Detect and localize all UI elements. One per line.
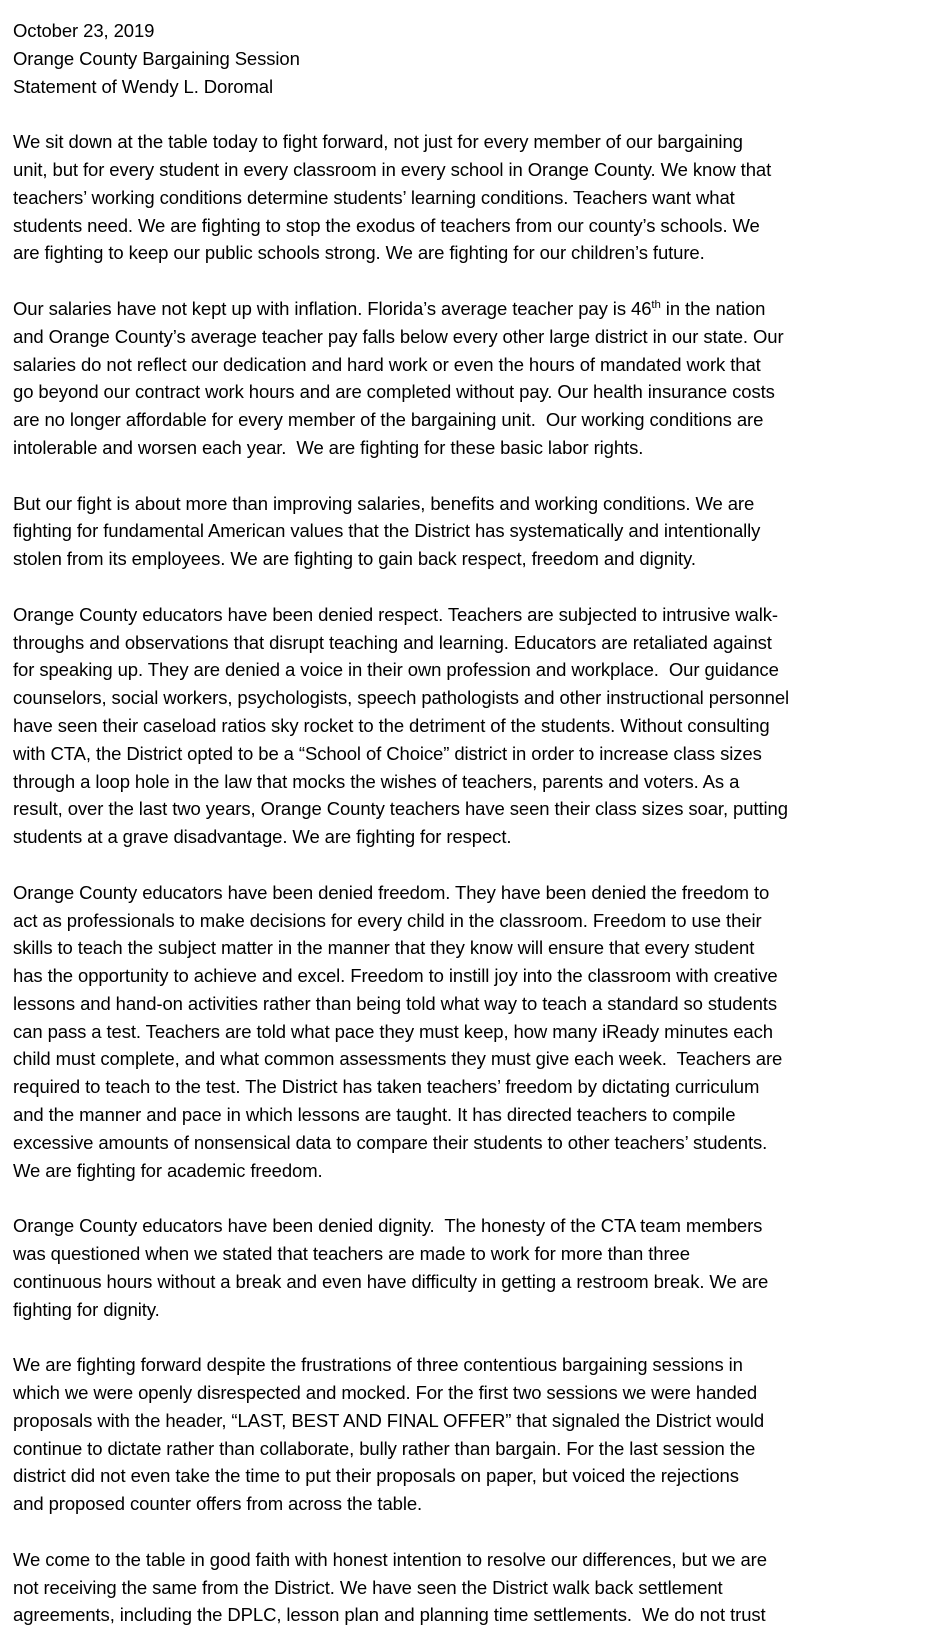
text-line: skills to teach the subject matter in the manner that they know will ensure that every student	[13, 937, 755, 959]
text-line: intolerable and worsen each year. We are fighting for these basic labor rights.	[13, 436, 644, 458]
paragraph	[13, 879, 928, 1185]
text-line: Orange County educators have been denied freedom. They have been denied the freedom to	[13, 881, 770, 903]
text-line: act as professionals to make decisions for every child in the classroom. Freedom to use their	[13, 909, 762, 931]
text-line: and proposed counter offers from across the table.	[13, 1493, 423, 1515]
text-line: We sit down at the table today to fight forward, not just for every member of our bargaining	[13, 131, 743, 153]
text-line: agreements, including the DPLC, lesson plan and planning time settlements. We do not trust	[13, 1604, 766, 1626]
text-line: child must complete, and what common assessments they must give each week. Teachers are	[13, 1048, 783, 1070]
text-line: excessive amounts of nonsensical data to compare their students to other teachers’ students.	[13, 1131, 768, 1153]
text-line: are no longer affordable for every member of the bargaining unit. Our working conditions are	[13, 409, 764, 431]
text-line: go beyond our contract work hours and are completed without pay. Our health insurance costs	[13, 381, 775, 403]
text-line: district did not even take the time to put their proposals on paper, but voiced the rejections	[13, 1465, 739, 1487]
paragraph	[13, 601, 928, 851]
paragraph	[13, 295, 928, 462]
text-line: proposals with the header, “LAST, BEST AND FINAL OFFER” that signaled the District would	[13, 1409, 765, 1431]
document-header	[13, 17, 928, 100]
text-line: October 23, 2019	[13, 20, 155, 41]
text-line: was questioned when we stated that teachers are made to work for more than three	[13, 1243, 690, 1265]
text-line: through a loop hole in the law that mocks the wishes of teachers, parents and voters. As a	[13, 770, 740, 792]
paragraph	[13, 128, 928, 267]
text-line: have seen their caseload ratios sky rocket to the detriment of the students. Without consulting	[13, 714, 770, 736]
text-line: which we were openly disrespected and mocked. For the first two sessions we were handed	[13, 1382, 758, 1404]
text-line: But our fight is about more than improving salaries, benefits and working conditions. We are	[13, 492, 755, 514]
text-line: and the manner and pace in which lessons are taught. It has directed teachers to compile	[13, 1104, 736, 1126]
text-line: throughs and observations that disrupt teaching and learning. Educators are retaliated against	[13, 631, 772, 653]
text-line: Orange County educators have been denied respect. Teachers are subjected to intrusive walk-	[13, 603, 778, 625]
paragraph	[13, 1351, 928, 1518]
text-line: students at a grave disadvantage. We are fighting for respect.	[13, 826, 512, 848]
superscript: th	[651, 298, 661, 311]
text-line: are fighting to keep our public schools strong. We are fighting for our children’s future.	[13, 242, 705, 264]
text-line: Our salaries have not kept up with inflation. Florida’s average teacher pay is 46th in the nation	[13, 297, 766, 319]
paragraph	[13, 490, 928, 573]
paragraph	[13, 1212, 928, 1323]
text-line: with CTA, the District opted to be a “School of Choice” district in order to increase class sizes	[13, 742, 762, 764]
text-line: students need. We are fighting to stop the exodus of teachers from our county’s schools. We	[13, 214, 760, 236]
text-line: salaries do not reflect our dedication and hard work or even the hours of mandated work that	[13, 353, 761, 375]
text-line: unit, but for every student in every classroom in every school in Orange County. We know that	[13, 158, 772, 180]
text-line: continuous hours without a break and even have difficulty in getting a restroom break. We are	[13, 1270, 769, 1292]
text-line: Orange County educators have been denied dignity. The honesty of the CTA team members	[13, 1215, 763, 1237]
text-line: result, over the last two years, Orange County teachers have seen their class sizes soar, putting	[13, 798, 788, 820]
text-line: Statement of Wendy L. Doromal	[13, 75, 273, 97]
text-line: continue to dictate rather than collaborate, bully rather than bargain. For the last session the	[13, 1437, 756, 1459]
text-line: not receiving the same from the District. We have seen the District walk back settlement	[13, 1576, 723, 1598]
text-line: fighting for dignity.	[13, 1298, 160, 1320]
text-line: We are fighting for academic freedom.	[13, 1159, 323, 1181]
text-line: stolen from its employees. We are fighting to gain back respect, freedom and dignity.	[13, 548, 696, 570]
document-body	[13, 128, 928, 1629]
text-line: teachers’ working conditions determine students’ learning conditions. Teachers want what	[13, 186, 735, 208]
text-line: fighting for fundamental American values that the District has systematically and intentionally	[13, 520, 761, 542]
text-line: We come to the table in good faith with honest intention to resolve our differences, but we are	[13, 1548, 767, 1570]
text-line: Orange County Bargaining Session	[13, 47, 300, 69]
text-line: for speaking up. They are denied a voice in their own profession and workplace. Our guidance	[13, 659, 779, 681]
text-line: required to teach to the test. The District has taken teachers’ freedom by dictating curriculum	[13, 1076, 760, 1098]
text-line: We are fighting forward despite the frustrations of three contentious bargaining sessions in	[13, 1354, 743, 1376]
text-line: has the opportunity to achieve and excel. Freedom to instill joy into the classroom with creative	[13, 965, 778, 987]
text-line: can pass a test. Teachers are told what pace they must keep, how many iReady minutes each	[13, 1020, 773, 1042]
paragraph	[13, 1546, 928, 1629]
text-line: lessons and hand-on activities rather than being told what way to teach a standard so students	[13, 992, 777, 1014]
text-line: and Orange County’s average teacher pay falls below every other large district in our state. Our	[13, 325, 784, 347]
text-line: counselors, social workers, psychologists, speech pathologists and other instructional personnel	[13, 687, 790, 709]
